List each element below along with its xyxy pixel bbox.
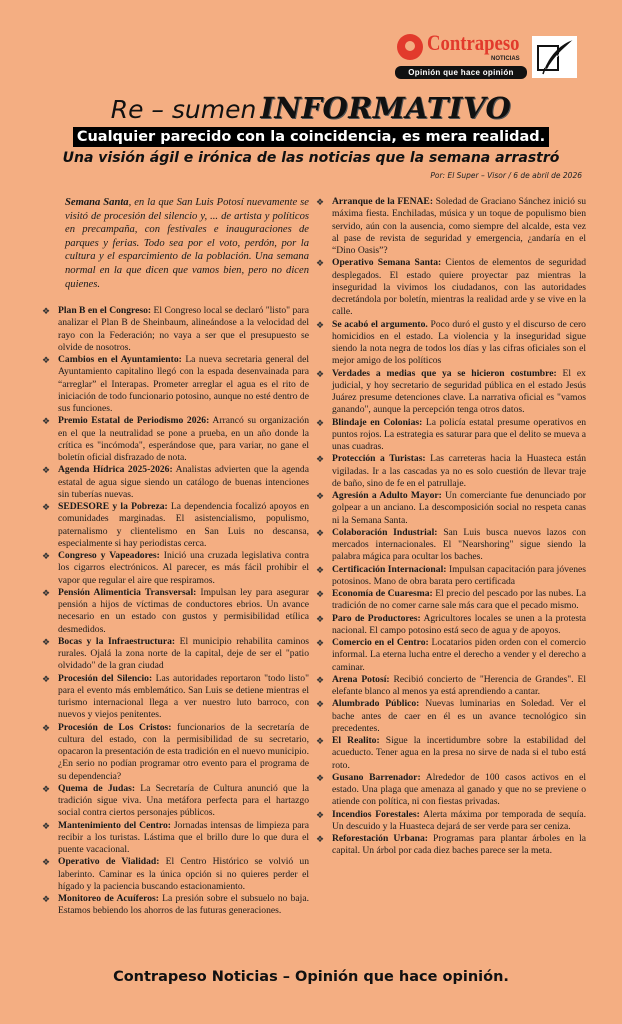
news-item (316, 771, 587, 809)
header-subtitle: Una visión ágil e irónica de las noticias que la semana arrastró (62, 150, 560, 166)
news-item-text: Analistas advierten que la agenda estatal de agua sigue siendo un catálogo de buenas intenciones sin tuberías nuevas. (58, 464, 309, 500)
diamond-bullet-icon: ❖ (42, 894, 51, 905)
news-item-title: Certificación Internacional: (332, 563, 447, 575)
news-item (316, 563, 586, 589)
diamond-bullet-icon: ❖ (42, 416, 51, 427)
news-item (316, 808, 586, 834)
quill-icon (532, 36, 577, 78)
news-item (316, 196, 586, 257)
news-item-title: Procesión del Silencio: (58, 672, 153, 684)
news-item-text: Impulsan ley para asegurar pensión a hijos de víctimas de conductores ebrios. Un avance necesario en un estado con gustos y permisibilidad etílica desmedidos. (58, 586, 309, 635)
diamond-bullet-icon: ❖ (316, 589, 325, 599)
news-item (42, 464, 309, 501)
intro-lead: Semana Santa (65, 197, 129, 208)
news-item-text: Inició una cruzada legislativa contra los cigarros electrónicos. Al parecer, es más fácil prohibir el vapor que regular el aire que respiramos. (58, 550, 309, 586)
news-item (42, 721, 309, 783)
news-item-title: Procesión de Los Cristos: (58, 721, 172, 733)
left-news-list (42, 305, 310, 918)
diamond-bullet-icon: ❖ (316, 613, 325, 624)
news-item-title: Alumbrado Público: (332, 698, 420, 710)
news-item-title: Plan B en el Congreso: (58, 305, 152, 317)
news-item-text: El Centro Histórico se volvió un laberinto. Caminar es la única opción si no quieres perder el hígado y la paciencia buscando estacionamiento. (58, 856, 310, 892)
diamond-bullet-icon: ❖ (316, 809, 325, 820)
news-item-title: Economía de Cuaresma: (332, 588, 433, 599)
page-title (0, 90, 622, 126)
news-item-text: Las autoridades reportaron "todo listo" para el evento más emblemático. San Luis se detiene mientras el turismo internacional llega a ver nuestro luto barroco, con nuevos y viejos penitentes. (58, 672, 310, 721)
news-item-text: La policía estatal presume operativos en puntos rojos. La estrategia es saturar para que el delito se mueva a unas cuadras. (332, 416, 586, 452)
news-item-title: Protección a Turistas: (332, 453, 426, 465)
news-item-title: Bocas y la Infraestructura: (58, 635, 176, 647)
news-item-title: Mantenimiento del Centro: (58, 819, 171, 831)
news-item (42, 305, 309, 354)
right-news-list (316, 196, 587, 858)
diamond-bullet-icon: ❖ (42, 551, 51, 562)
megaphone-icon (397, 34, 423, 60)
news-item (316, 257, 586, 318)
news-item-title: Arranque de la FENAE: (332, 196, 434, 207)
diamond-bullet-icon: ❖ (316, 772, 325, 783)
diamond-bullet-icon: ❖ (316, 834, 325, 844)
intro-text: , en la que San Luis Potosí nuevamente se visitó de procesión del silencio y, ... de artista y políticos en precampaña, con festivales e inauguraciones de parques y ferias. Todo sea por el voto, perdón, por la cultura y el esparcimiento de la población. Una semana normal en la que dicen que vamos bien, pero no dicen quienes. (65, 197, 309, 290)
news-item-title: Gusano Barrenador: (332, 771, 421, 783)
news-item-text: La Secretaría de Cultura anunció que la tradición sigue viva. Una metáfora perfecta para el hartazgo social contra ciertos personajes públicos. (58, 782, 309, 819)
footer-slogan: Contrapeso Noticias – Opinión que hace opinión. (113, 969, 509, 985)
diamond-bullet-icon: ❖ (316, 258, 325, 269)
news-item-title: Cambios en el Ayuntamiento: (58, 354, 182, 366)
diamond-bullet-icon: ❖ (316, 491, 325, 501)
title-main: INFORMATIVO (260, 91, 512, 125)
news-item-title: Agenda Hídrica 2025-2026: (58, 464, 173, 476)
diamond-bullet-icon: ❖ (316, 368, 325, 379)
diamond-bullet-icon: ❖ (42, 857, 51, 868)
diamond-bullet-icon: ❖ (42, 465, 51, 476)
news-item-text: San Luis busca nuevos lazos con mercados internacionales. El "Nearshoring" sigue siendo la palabra mágica para ocultar los baches. (332, 526, 586, 563)
news-item (316, 588, 586, 613)
news-item-text: La nueva secretaria general del Ayuntamiento capitalino llegó con la espada desenvainada para “arreglar” el Interapas. Prometer arreglar el agua es el rito de iniciación de todo funcionario potosino, aunque no esté dentro de sus funciones. (58, 354, 309, 415)
diamond-bullet-icon: ❖ (316, 564, 325, 575)
diamond-bullet-icon: ❖ (42, 783, 51, 794)
diamond-bullet-icon: ❖ (316, 527, 325, 538)
news-item (42, 415, 310, 464)
news-item-text: El precio del pescado por las nubes. La tradición de no comer carne sale más cara que el pecado mismo. (332, 588, 586, 612)
news-item-text: Impulsan capacitación para jóvenes potosinos. Mano de obra barata pero certificada (332, 563, 586, 587)
news-item (316, 490, 587, 527)
diamond-bullet-icon: ❖ (42, 355, 51, 366)
news-item-text: Alerta máxima por temporada de sequía. Un descuido y la Huasteca dejará de ser verde para ser ceniza. (332, 808, 586, 832)
news-item-title: Congreso y Vapeadores: (58, 550, 160, 562)
diamond-bullet-icon: ❖ (316, 197, 325, 207)
news-item-text: Programas para plantar árboles en la capital. Un árbol por cada diez baches parece ser la meta. (332, 833, 586, 857)
news-item (316, 698, 586, 735)
news-item-text: Alrededor de 100 casos activos en el estado. Una plaga que amenaza al ganado y que no se previene o atiende con política, ni con fiestas privadas. (332, 771, 587, 808)
news-item-title: El Realito: (332, 735, 380, 746)
diamond-bullet-icon: ❖ (42, 636, 51, 647)
header-tagline: Cualquier parecido con la coincidencia, es mera realidad. (73, 127, 549, 147)
news-item (42, 672, 310, 722)
title-prefix: Re – sumen (110, 95, 257, 124)
news-item (316, 735, 586, 772)
news-item-text: Locatarios piden orden con el comercio informal. La eterna lucha entre el derecho a vender y el derecho a caminar. (332, 637, 586, 673)
news-item (42, 819, 310, 857)
diamond-bullet-icon: ❖ (316, 417, 325, 428)
diamond-bullet-icon: ❖ (42, 722, 51, 733)
diamond-bullet-icon: ❖ (42, 587, 51, 598)
news-item-title: Blindaje en Colonias: (332, 416, 423, 428)
news-item-title: Incendios Forestales: (332, 808, 420, 820)
news-item-text: Agricultores locales se unen a la protesta nacional. El campo potosino está seco de agua y de apoyos. (332, 612, 586, 636)
news-item (316, 612, 586, 638)
contrapeso-logo (395, 32, 529, 82)
news-item-text: Soledad de Graciano Sánchez inició su máxima fiesta. Enchiladas, música y un toque de populismo bien servido, aún con la ausencia, como siempre del alcalde, esta vez al pase de revista de seguridad y emergencia, ¿andaría en el “Dino Oasis”? (332, 196, 586, 256)
news-item (42, 586, 309, 636)
intro-paragraph (58, 196, 309, 291)
news-item-text: La presión sobre el subsuelo no baja. Estamos bebiendo los ahorros de las futuras generaciones. (58, 893, 310, 917)
brand-tagline: Opinión que hace opinión (395, 66, 527, 79)
news-item-text: Nuevas luminarias en Soledad. Ver el bache antes de caer en él es un avance tecnológico sin precedentes. (332, 698, 586, 734)
news-item-text: funcionarios de la secretaría de cultura del estado, con la permisibilidad de su secretario, opacaron la presentación de esta tradición en el nuevo municipio. ¿En serio no podían programar otro evento para el programa de su dependencia? (58, 721, 309, 782)
news-item-title: Quema de Judas: (58, 782, 136, 794)
news-item-title: Operativo Semana Santa: (332, 257, 442, 269)
news-item (316, 526, 586, 564)
news-item (316, 673, 586, 699)
diamond-bullet-icon: ❖ (316, 736, 325, 746)
news-item (42, 856, 310, 893)
news-item-text: El municipio rehabilita caminos rurales. Ojalá la zona norte de la capital, deje de ser el "patio olvidado" de la gran ciudad (58, 635, 309, 672)
news-item (316, 416, 586, 454)
news-item-title: SEDESORE y la Pobreza: (58, 501, 168, 513)
diamond-bullet-icon: ❖ (42, 306, 51, 317)
news-item-text: El Congreso local se declaró "listo" para analizar el Plan B de Sheinbaum, alineándose a la velocidad del rayo con la Federación; no vaya a ser que el presupuesto se olvide de nosotros. (58, 305, 309, 353)
diamond-bullet-icon: ❖ (316, 699, 325, 710)
news-item (42, 354, 309, 415)
diamond-bullet-icon: ❖ (316, 319, 325, 330)
left-column (42, 196, 310, 918)
news-item (42, 501, 309, 550)
news-item (316, 367, 586, 417)
news-item (42, 635, 309, 673)
diamond-bullet-icon: ❖ (316, 674, 325, 685)
diamond-bullet-icon: ❖ (42, 673, 51, 684)
diamond-bullet-icon: ❖ (42, 820, 51, 831)
news-item-text: Arrancó su organización en el que la neutralidad se pone a prueba, en un año donde la crítica es "incómoda", esperándose que, para variar, no gane el boletín oficial disfrazado de nota. (58, 415, 310, 464)
news-item-title: Verdades a medias que ya se hicieron costumbre: (332, 367, 557, 379)
news-item (316, 453, 586, 490)
news-item (42, 893, 310, 918)
news-item-title: Operativo de Vialidad: (58, 856, 160, 868)
brand-sub: NOTICIAS (491, 56, 520, 62)
news-item-title: Comercio en el Centro: (332, 637, 429, 648)
news-item-text: Cientos de elementos de seguridad desplegados. El estado quiere proyectar paz mientras la inseguridad la vivimos los ciudadanos, con las autoridades decretándola por boletín, mientras la realidad arde y se vive en la calle. (332, 257, 586, 318)
right-column (316, 196, 587, 858)
news-item (316, 833, 586, 858)
brand-name: Contrapeso (427, 30, 520, 55)
diamond-bullet-icon: ❖ (42, 502, 51, 513)
news-item-text: Un comerciante fue denunciado por golpear a un anciano. La descomposición social no respeta canas ni la Semana Santa. (332, 490, 587, 526)
news-item-text: Jornadas intensas de limpieza para recibir a los turistas. Lástima que el brillo dure lo que dura el puente vacacional. (58, 819, 310, 856)
news-item-title: Paro de Productores: (332, 612, 421, 624)
news-item (42, 550, 309, 587)
news-item-title: Colaboración Industrial: (332, 526, 438, 538)
news-item-title: Reforestación Urbana: (332, 833, 428, 844)
news-item (316, 637, 586, 674)
news-item-text: Recibió concierto de "Herencia de Grandes". El elefante blanco al menos ya está aprendiendo a cantar. (332, 673, 586, 697)
news-item-title: Monitoreo de Acuíferos: (58, 893, 159, 905)
diamond-bullet-icon: ❖ (316, 638, 325, 648)
diamond-bullet-icon: ❖ (316, 454, 325, 465)
news-item-title: Premio Estatal de Periodismo 2026: (58, 415, 210, 427)
news-item-text: La dependencia focalizó apoyos en comunidades marginadas. El asistencialismo, populismo, paternalismo y clientelismo en San Luis no descansa, especialmente si hay periodistas cerca. (58, 501, 309, 549)
news-item-text: Sigue la incertidumbre sobre la estabilidad del acueducto. Tener agua en la presa no sirve de nada si el tubo está roto. (332, 735, 586, 771)
byline: Por: El Super – Visor / 6 de abril de 2026 (430, 171, 582, 180)
news-item (42, 782, 309, 820)
news-item (316, 318, 586, 368)
news-item-title: Agresión a Adulto Mayor: (332, 490, 442, 501)
news-item-title: Pensión Alimenticia Transversal: (58, 586, 197, 598)
news-item-title: Se acabó el argumento. (332, 318, 428, 330)
news-item-text: Las carreteras hacia la Huasteca están vigiladas. Ir a las cascadas ya no es solo cuestión de llevar traje de baño, sino de fe en el patrullaje. (332, 453, 586, 489)
news-item-title: Arena Potosí: (332, 673, 390, 685)
news-item-text: El ex judicial, y hoy secretario de seguridad pública en el estado Jesús Juárez presume detenciones clave. La narrativa oficial es "vamos ganando", aunque la percepción tenga otros datos. (332, 367, 586, 416)
news-item-text: Poco duró el gusto y el discurso de cero homicidios en el estado. La violencia y la inseguridad sigue siendo la nota negra de todos los días y las cifras oficiales son el mejor amigo de los políticos (332, 318, 586, 367)
